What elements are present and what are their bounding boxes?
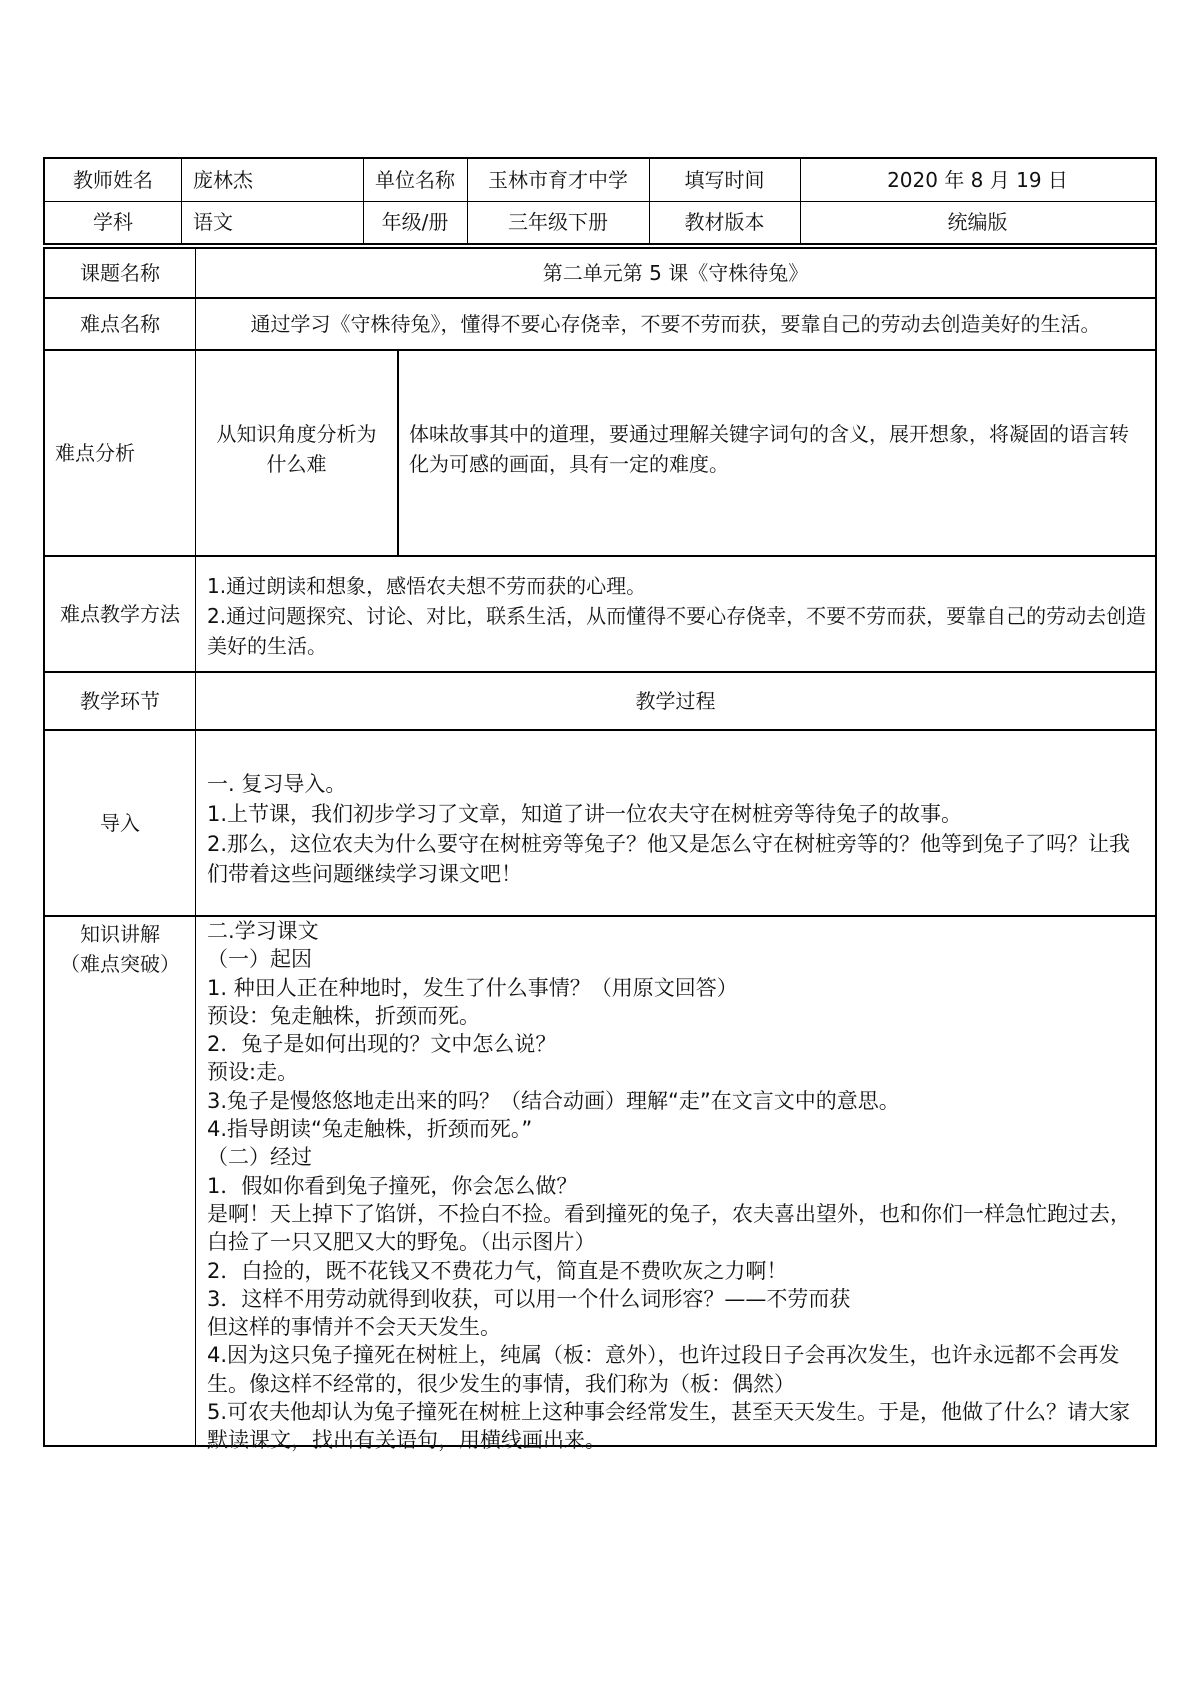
- lesson-line: 4.指导朗读“兔走触株，折颈而死。”: [207, 1117, 533, 1142]
- lesson-line: 1. 种田人正在种地时，发生了什么事情？（用原文回答）: [207, 975, 738, 1000]
- method-text: [207, 571, 1147, 661]
- lesson-line: 二.学习课文: [207, 919, 319, 943]
- lesson-text: [207, 917, 1147, 1455]
- lesson-line: 预设:走。: [207, 1060, 299, 1085]
- subject-label: 学科: [93, 210, 133, 234]
- analysis-text: 体味故事其中的道理，要通过理解关键字词句的含义，展开想象，将凝固的语言转化为可感的画面，具有一定的难度。: [409, 422, 1129, 476]
- difficulty-value: 通过学习《守株待兔》，懂得不要心存侥幸，不要不劳而获，要靠自己的劳动去创造美好的生活。: [195, 299, 1155, 349]
- intro-line: 一. 复习导入。: [207, 772, 347, 796]
- lesson-line: 但这样的事情并不会天天发生。: [207, 1315, 501, 1340]
- lesson-line: 1．假如你看到兔子撞死，你会怎么做？: [207, 1173, 578, 1198]
- info-header: [43, 157, 1157, 245]
- lesson-line: 2．白捡的，既不花钱又不费花力气，简直是不费吹灰之力啊！: [207, 1258, 788, 1283]
- grade-label: 年级/册: [381, 210, 449, 234]
- analysis-row: [43, 351, 1157, 557]
- lesson-line: 3．这样不用劳动就得到收获，可以用一个什么词形容？——不劳而获: [207, 1286, 851, 1311]
- lesson-line: 2．兔子是如何出现的？文中怎么说？: [207, 1032, 557, 1057]
- topic-label: 课题名称: [80, 261, 160, 285]
- subject-value: 语文: [193, 210, 233, 234]
- intro-label: 导入: [100, 811, 140, 835]
- edition-label: 教材版本: [684, 210, 765, 234]
- teacher-label: 教师姓名: [73, 168, 153, 192]
- difficulty-label: 难点名称: [80, 312, 160, 336]
- intro-line: 1.上节课，我们初步学习了文章，知道了讲一位农夫守在树桩旁等待兔子的故事。: [207, 802, 963, 826]
- unit-name: 玉林市育才中学: [488, 168, 628, 192]
- lesson-line: 4.因为这只兔子撞死在树桩上，纯属（板：意外），也许过段日子会再次发生，也许永远都不会再发生。像这样不经常的，很少发生的事情，我们称为（板：偶然）: [207, 1343, 1120, 1396]
- date-value: 2020 年 8 月 19 日: [887, 168, 1068, 192]
- intro-text: [207, 769, 1147, 889]
- method-item: 2.通过问题探究、讨论、对比，联系生活，从而懂得不要心存侥幸，不要不劳而获，要靠自己的劳动去创造美好的生活。: [207, 604, 1147, 658]
- intro-line: 2.那么，这位农夫为什么要守在树桩旁等兔子？他又是怎么守在树桩旁等的？他等到兔子了吗？让我们带着这些问题继续学习课文吧！: [207, 832, 1131, 886]
- difficulty-row: [43, 299, 1157, 351]
- intro-row: [43, 731, 1157, 917]
- topic-row: [43, 247, 1157, 299]
- lesson-line: 是啊！天上掉下了馅饼，不捡白不捡。看到撞死的兔子，农夫喜出望外，也和你们一样急忙跑过去，白捡了一只又肥又大的野兔。（出示图片）: [207, 1201, 1131, 1255]
- date-label: 填写时间: [684, 168, 765, 192]
- grade-value: 三年级下册: [508, 210, 608, 234]
- process-label: 教学过程: [195, 673, 1155, 729]
- lesson-row: [43, 917, 1157, 1453]
- lesson-label-line2: （难点突破）: [60, 952, 180, 976]
- method-row: [43, 557, 1157, 673]
- lesson-line: 预设：兔走触株，折颈而死。: [207, 1003, 480, 1028]
- process-step-label: 教学环节: [80, 689, 160, 713]
- lesson-label: [45, 917, 195, 979]
- teacher-name: 庞林杰: [193, 168, 253, 192]
- method-item: 1.通过朗读和想象，感悟农夫想不劳而获的心理。: [207, 574, 647, 598]
- analysis-label: 难点分析: [55, 441, 135, 465]
- lesson-line: （二）经过: [207, 1145, 312, 1170]
- process-header-row: [43, 673, 1157, 731]
- lesson-line: （一）起因: [207, 947, 312, 972]
- unit-label: 单位名称: [375, 168, 455, 192]
- lesson-line: 5.可农夫他却认为兔子撞死在树桩上这种事会经常发生，甚至天天发生。于是，他做了什么？请大家默读课文，找出有关语句，用横线画出来。: [207, 1400, 1131, 1453]
- lesson-label-line1: 知识讲解: [80, 922, 160, 946]
- topic-value: 第二单元第 5 课《守株待兔》: [195, 249, 1155, 297]
- method-label: 难点教学方法: [60, 602, 180, 626]
- edition-value: 统编版: [947, 210, 1008, 234]
- analysis-sub-label: 从知识角度分析为什么难: [195, 351, 397, 555]
- lesson-line: 3.兔子是慢悠悠地走出来的吗？（结合动画）理解“走”在文言文中的意思。: [207, 1088, 900, 1113]
